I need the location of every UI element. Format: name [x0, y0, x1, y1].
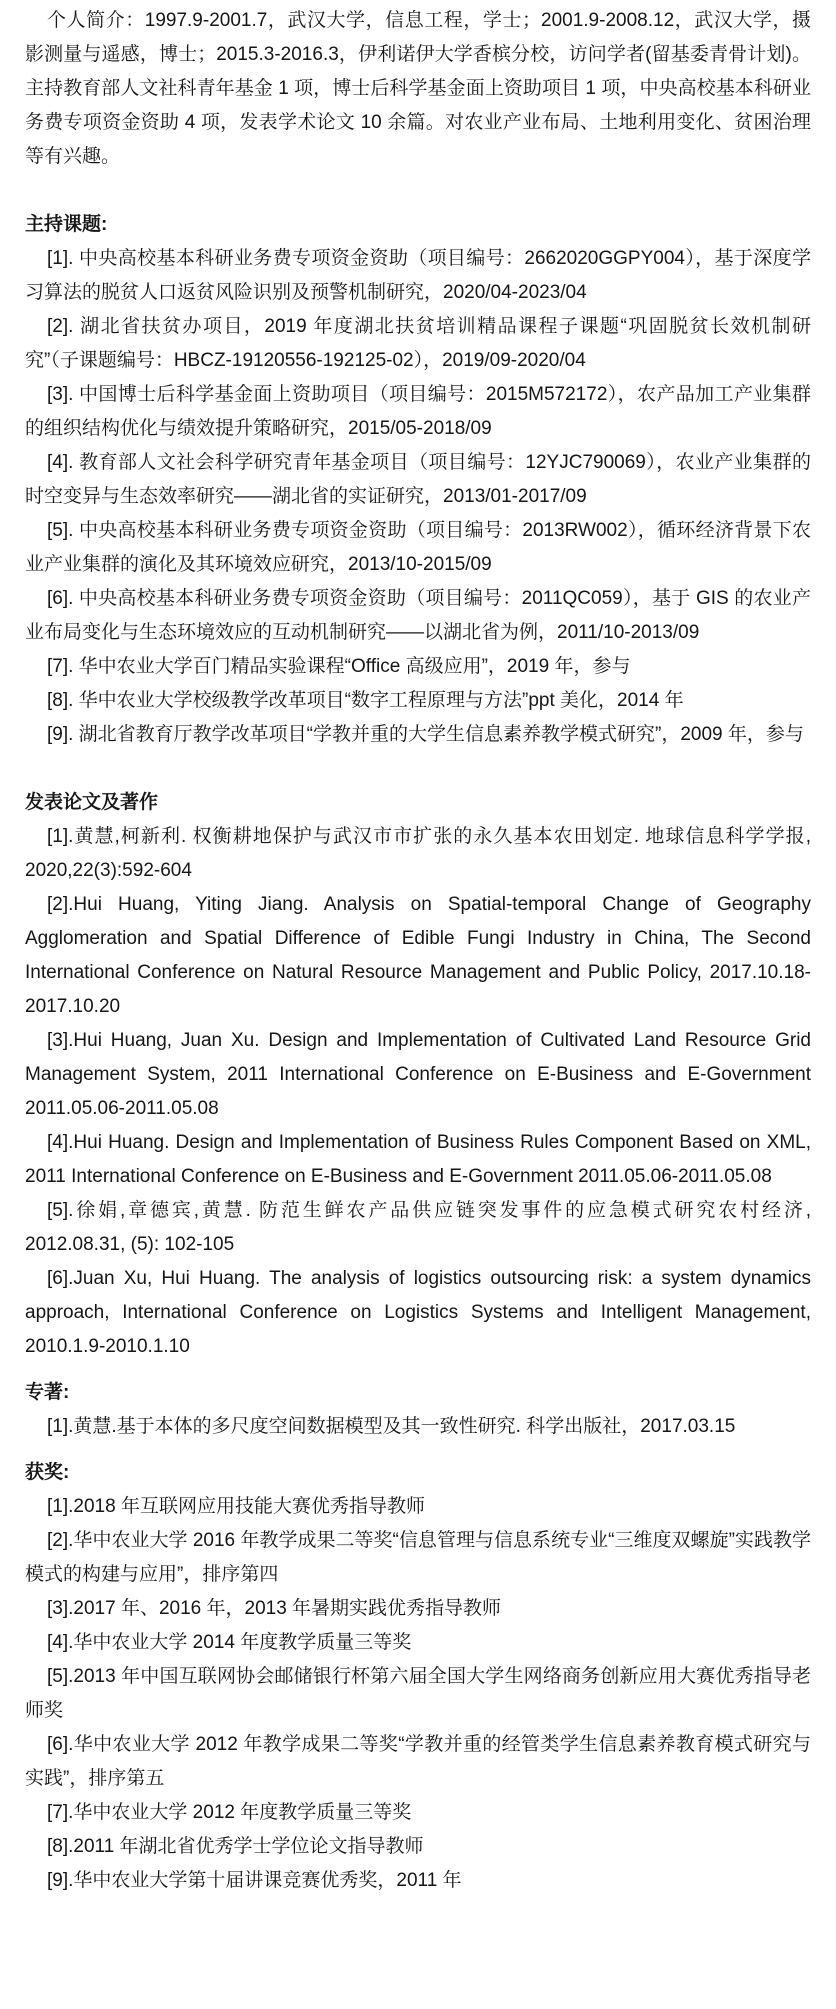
monograph-item-1: [1].黄慧.基于本体的多尺度空间数据模型及其一致性研究. 科学出版社，2017.03.15 — [47, 1416, 736, 1437]
award-item-9: [9].华中农业大学第十届讲课竞赛优秀奖，2011 年 — [47, 1870, 462, 1891]
award-item-2: [2].华中农业大学 2016 年教学成果二等奖“信息管理与信息系统专业“三维度双螺旋”实践教学模式的构建与应用”，排序第四 — [25, 1530, 811, 1585]
project-item-8: [8]. 华中农业大学校级教学改革项目“数字工程原理与方法”ppt 美化，2014 年 — [47, 690, 684, 711]
publication-item-2: [2].Hui Huang, Yiting Jiang. Analysis on Spatial-temporal Change of Geography Agglomeration and Spatial Difference of Edible Fungi Industry in China, The Second International Conference on Natural Resource Management and Public Policy, 2017.10.18-2017.10.20 — [25, 894, 811, 1017]
project-item-7: [7]. 华中农业大学百门精品实验课程“Office 高级应用”，2019 年，参与 — [47, 656, 631, 677]
project-item-5: [5]. 中央高校基本科研业务费专项资金资助（项目编号：2013RW002），循环经济背景下农业产业集群的演化及其环境效应研究，2013/10-2015/09 — [25, 520, 811, 575]
project-item-3: [3]. 中国博士后科学基金面上资助项目（项目编号：2015M572172），农产品加工产业集群的组织结构优化与绩效提升策略研究，2015/05-2018/09 — [25, 384, 811, 439]
project-item-2: [2]. 湖北省扶贫办项目，2019 年度湖北扶贫培训精品课程子课题“巩固脱贫长效机制研究”（子课题编号：HBCZ-19120556-192125-02），2019/09-2020/04 — [25, 316, 811, 371]
project-item-6: [6]. 中央高校基本科研业务费专项资金资助（项目编号：2011QC059），基于 GIS 的农业产业布局变化与生态环境效应的互动机制研究——以湖北省为例，2011/10-2013/09 — [25, 588, 811, 643]
award-item-3: [3].2017 年、2016 年，2013 年暑期实践优秀指导教师 — [47, 1598, 502, 1619]
section-heading-awards: 获奖: — [25, 1462, 70, 1483]
award-item-4: [4].华中农业大学 2014 年度教学质量三等奖 — [47, 1632, 412, 1653]
publication-item-4: [4].Hui Huang. Design and Implementation of Business Rules Component Based on XML, 2011 International Conference on E-Business and E-Government 2011.05.06-2011.05.08 — [25, 1132, 811, 1187]
publication-item-6: [6].Juan Xu, Hui Huang. The analysis of logistics outsourcing risk: a system dynamics approach, International Conference on Logistics Systems and Intelligent Management, 2010.1.9-2010.1.10 — [25, 1268, 811, 1357]
award-item-8: [8].2011 年湖北省优秀学士学位论文指导教师 — [47, 1836, 424, 1857]
section-heading-monographs: 专著: — [25, 1382, 70, 1403]
publication-item-1: [1].黄慧,柯新利. 权衡耕地保护与武汉市市扩张的永久基本农田划定. 地球信息科学学报, 2020,22(3):592-604 — [25, 826, 811, 881]
project-item-1: [1]. 中央高校基本科研业务费专项资金资助（项目编号：2662020GGPY004），基于深度学习算法的脱贫人口返贫风险识别及预警机制研究，2020/04-2023/04 — [25, 248, 811, 303]
project-item-9: [9]. 湖北省教育厅教学改革项目“学教并重的大学生信息素养教学模式研究”，2009 年，参与 — [47, 724, 804, 745]
award-item-7: [7].华中农业大学 2012 年度教学质量三等奖 — [47, 1802, 412, 1823]
section-heading-publications: 发表论文及著作 — [25, 792, 159, 813]
publication-item-5: [5].徐娟,章德宾,黄慧. 防范生鲜农产品供应链突发事件的应急模式研究农村经济, 2012.08.31, (5): 102-105 — [25, 1200, 811, 1255]
publication-item-3: [3].Hui Huang, Juan Xu. Design and Implementation of Cultivated Land Resource Grid Management System, 2011 International Conference on E-Business and E-Government 2011.05.06-2011.05.08 — [25, 1030, 811, 1119]
award-item-1: [1].2018 年互联网应用技能大赛优秀指导教师 — [47, 1496, 425, 1517]
bio-paragraph: 个人简介：1997.9-2001.7，武汉大学，信息工程，学士；2001.9-2008.12，武汉大学，摄影测量与遥感，博士；2015.3-2016.3，伊利诺伊大学香槟分校，访问学者(留基委青骨计划)。主持教育部人文社科青年基金 1 项，博士后科学基金面上资助项目 1 项，中央高校基本科研业务费专项资金资助 4 项，发表学术论文 10 余篇。对农业产业布局、土地利用变化、贫困治理等有兴趣。 — [25, 10, 811, 167]
project-item-4: [4]. 教育部人文社会科学研究青年基金项目（项目编号：12YJC790069），农业产业集群的时空变异与生态效率研究——湖北省的实证研究，2013/01-2017/09 — [25, 452, 811, 507]
section-heading-projects: 主持课题: — [25, 214, 108, 235]
award-item-5: [5].2013 年中国互联网协会邮储银行杯第六届全国大学生网络商务创新应用大赛优秀指导老师奖 — [25, 1666, 811, 1721]
award-item-6: [6].华中农业大学 2012 年教学成果二等奖“学教并重的经管类学生信息素养教育模式研究与实践”，排序第五 — [25, 1734, 811, 1789]
